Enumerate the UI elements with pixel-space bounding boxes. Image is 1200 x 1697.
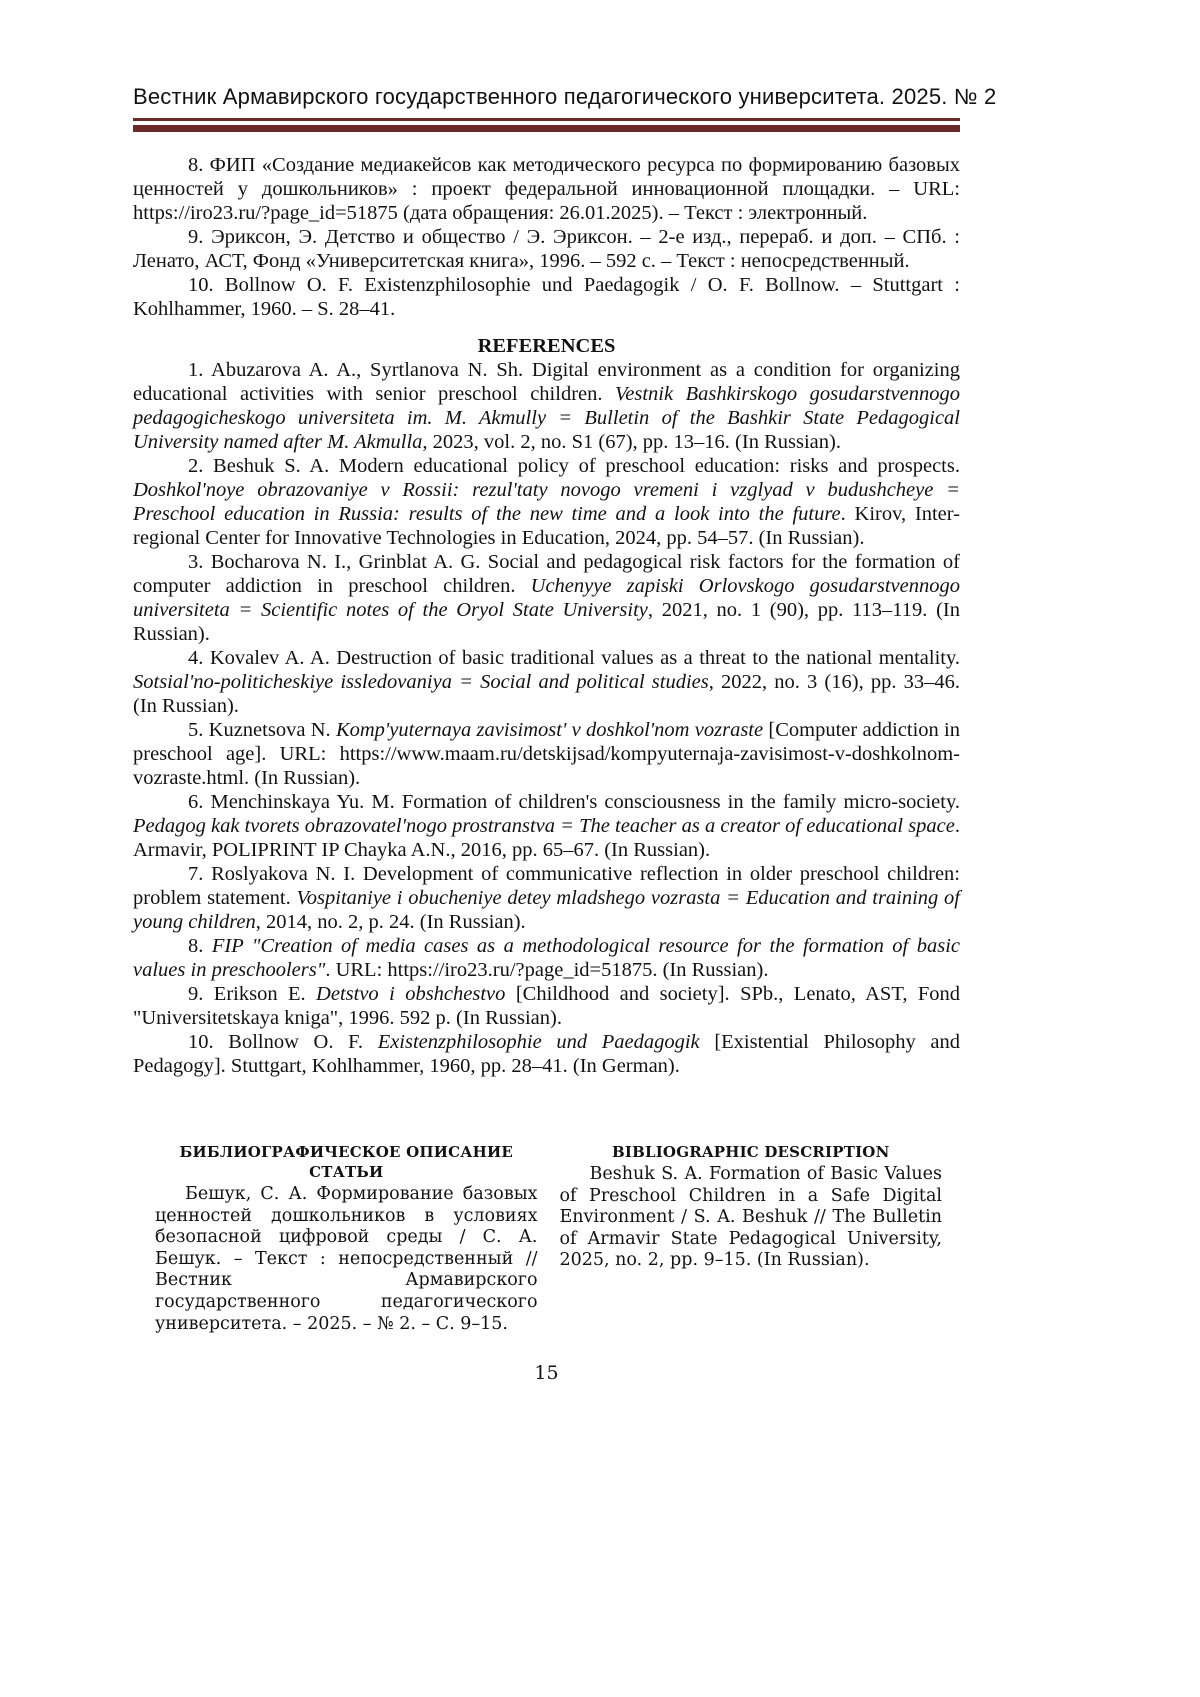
reference-item-3: 3. Bocharova N. I., Grinblat A. G. Social and pedagogical risk factors for the formation of computer addiction in preschool children. Uchenyye zapiski Orlovskogo gosudarstvennogo universiteta = Scientific notes of the Oryol State University, 2021, no. 1 (90), pp. 113–119. (In Russian).: [133, 551, 960, 645]
references-heading: REFERENCES: [477, 335, 616, 357]
page-content: [133, 0, 997, 1385]
reference-item-ru-9: 9. Эриксон, Э. Детство и общество / Э. Эриксон. – 2-е изд., перераб. и доп. – СПб. : Ленато, АСТ, Фонд «Университетская книга», 1996. – 592 с. – Текст : непосредственный.: [133, 226, 960, 272]
header-rule-thick: [133, 125, 960, 132]
reference-item-4: 4. Kovalev A. A. Destruction of basic traditional values as a threat to the national mentality. Sotsial'no-politicheskiye issledovaniya = Social and political studies, 2022, no. 3 (16), pp. 33–46. (In Russian).: [133, 647, 960, 717]
reference-section: [133, 153, 960, 1078]
header-rule-thin: [133, 118, 960, 121]
page-number: 15: [534, 1362, 559, 1385]
bibliographic-description-ru-heading: БИБЛИОГРАФИЧЕСКОЕ ОПИСАНИЕ СТАТЬИ: [179, 1143, 514, 1181]
reference-item-2: 2. Beshuk S. A. Modern educational policy of preschool education: risks and prospects. Doshkol'noye obrazovaniye v Rossii: rezul'taty novogo vremeni i vzglyad v budushcheye = Preschool education in Russia: results of the new time and a look into the future. Kirov, Inter-regional Center for Innovative Technologies in Education, 2024, pp. 54–57. (In Russian).: [133, 455, 960, 549]
reference-item-ru-8: 8. ФИП «Создание медиакейсов как методического ресурса по формированию базовых ценностей у дошкольников» : проект федеральной инновационной площадки. – URL: https://iro23.ru/?page_id=51875 (дата обращения: 26.01.2025). – Текст : электронный.: [133, 154, 960, 224]
reference-item-5: 5. Kuznetsova N. Komp'yuternaya zavisimost' v doshkol'nom vozraste [Computer addiction in preschool age]. URL: https://www.maam.ru/detskijsad/kompyuternaja-zavisimost-v-doshkolnom-vozraste.html. (In Russian).: [133, 719, 961, 789]
reference-item-8: 8. FIP "Creation of media cases as a methodological resource for the formation of basic values in preschoolers". URL: https://iro23.ru/?page_id=51875. (In Russian).: [133, 935, 961, 981]
running-head: Вестник Армавирского государственного педагогического университета. 2025. № 2: [133, 84, 997, 109]
bibliographic-description-ru: [155, 1142, 538, 1335]
reference-item-1: 1. Abuzarova A. A., Syrtlanova N. Sh. Digital environment as a condition for organizing educational activities with senior preschool children. Vestnik Bashkirskogo gosudarstvennogo pedagogicheskogo universiteta im. M. Akmully = Bulletin of the Bashkir State Pedagogical University named after M. Akmulla, 2023, vol. 2, no. S1 (67), pp. 13–16. (In Russian).: [133, 359, 960, 453]
reference-item-ru-10: 10. Bollnow O. F. Existenzphilosophie und Paedagogik / O. F. Bollnow. – Stuttgart : Kohlhammer, 1960. – S. 28–41.: [133, 274, 960, 320]
bibliographic-description-en-heading: BIBLIOGRAPHIC DESCRIPTION: [612, 1143, 890, 1161]
reference-item-7: 7. Roslyakova N. I. Development of communicative reflection in older preschool children: problem statement. Vospitaniye i obucheniye detey mladshego vozrasta = Education and training of young children, 2014, no. 2, p. 24. (In Russian).: [133, 863, 961, 933]
page-header: [133, 0, 997, 132]
bibliographic-description-en-text: Beshuk S. A. Formation of Basic Values of Preschool Children in a Safe Digital Environment / S. A. Beshuk // The Bulletin of Armavir State Pedagogical University, 2025, no. 2, pp. 9–15. (In Russian).: [559, 1164, 942, 1271]
reference-item-9: 9. Erikson E. Detstvo i obshchestvo [Childhood and society]. SPb., Lenato, AST, Fond "Universitetskaya kniga", 1996. 592 p. (In Russian).: [133, 983, 961, 1029]
reference-item-10: 10. Bollnow O. F. Existenzphilosophie und Paedagogik [Existential Philosophy and Pedagogy]. Stuttgart, Kohlhammer, 1960, pp. 28–41. (In German).: [133, 1031, 960, 1077]
reference-item-6: 6. Menchinskaya Yu. M. Formation of children's consciousness in the family micro-society. Pedagog kak tvorets obrazovatel'nogo prostranstva = The teacher as a creator of educational space. Armavir, POLIPRINT IP Chayka A.N., 2016, pp. 65–67. (In Russian).: [133, 791, 960, 861]
bibliographic-description-ru-text: Бешук, С. А. Формирование базовых ценностей дошкольников в условиях безопасной цифровой среды / С. А. Бешук. – Текст : непосредственный // Вестник Армавирского государственного педагогического университета. – 2025. – № 2. – С. 9–15.: [155, 1184, 538, 1334]
bibliographic-description-en: [560, 1142, 943, 1335]
bibliographic-description-block: [155, 1142, 942, 1335]
